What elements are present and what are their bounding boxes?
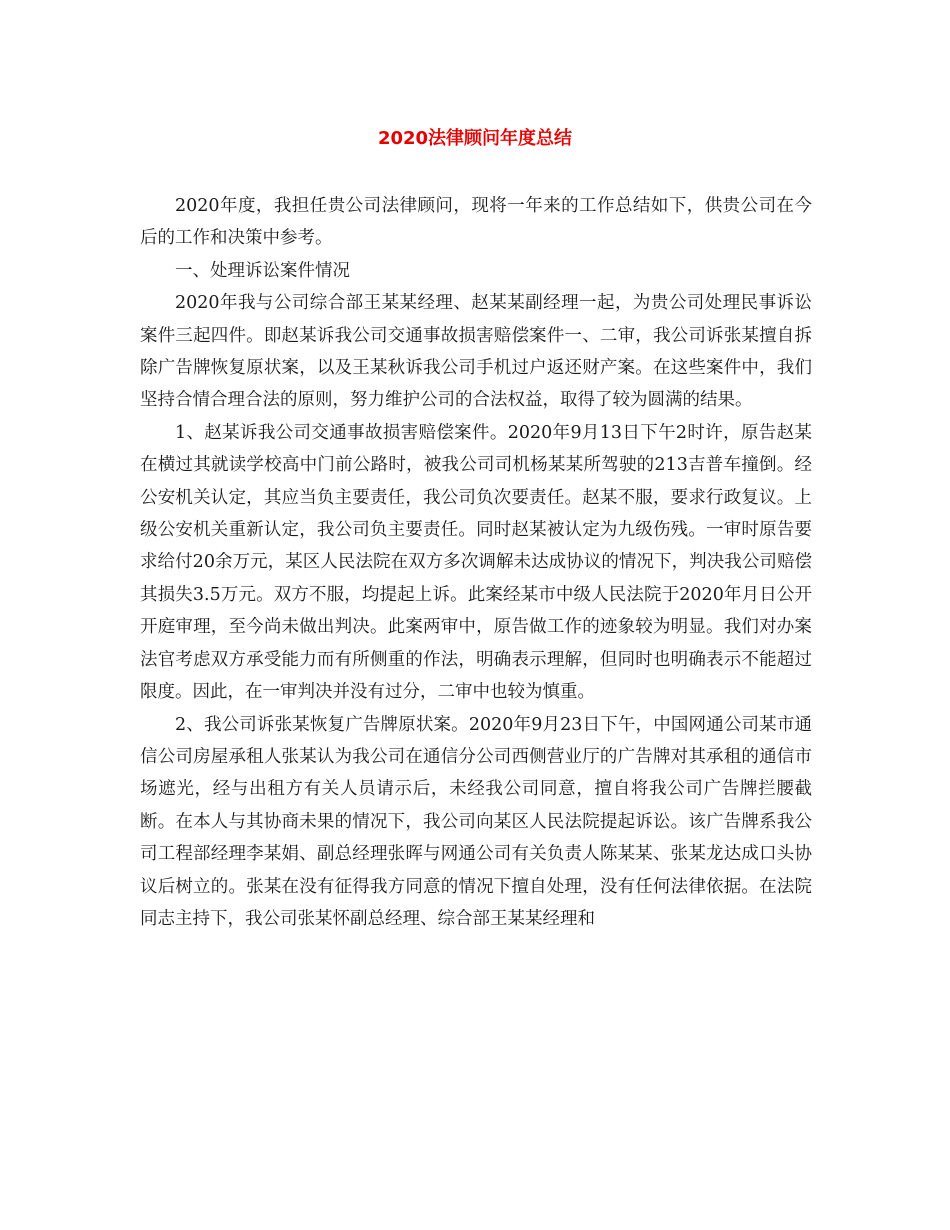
document-body bbox=[140, 190, 812, 935]
paragraph-intro: 2020年度，我担任贵公司法律顾问，现将一年来的工作总结如下，供贵公司在今后的工作和决策中参考。 bbox=[140, 196, 812, 249]
document-title: 2020法律顾问年度总结 bbox=[377, 128, 573, 149]
section-heading-litigation: 一、处理诉讼案件情况 bbox=[175, 260, 350, 281]
paragraph-case-2: 2、我公司诉张某恢复广告牌原状案。2020年9月23日下午，中国网通公司某市通信公司房屋承租人张某认为我公司在通信分公司西侧营业厅的广告牌对其承租的通信市场遮光，经与出租方有关人员请示后，未经我公司同意，擅自将我公司广告牌拦腰截断。在本人与其协商未果的情况下，我公司向某区人民法院提起诉讼。该广告牌系我公司工程部经理李某娟、副总经理张晖与网通公司有关负责人陈某某、张某龙达成口头协议后树立的。张某在没有征得我方同意的情况下擅自处理，没有任何法律依据。在法院同志主持下，我公司张某怀副总经理、综合部王某某经理和 bbox=[140, 714, 812, 929]
paragraph-case-1: 1、赵某诉我公司交通事故损害赔偿案件。2020年9月13日下午2时许，原告赵某在横过其就读学校高中门前公路时，被我公司司机杨某某所驾驶的213吉普车撞倒。经公安机关认定，其应当负主要责任，我公司负次要责任。赵某不服，要求行政复议。上级公安机关重新认定，我公司负主要责任。同时赵某被认定为九级伤残。一审时原告要求给付20余万元，某区人民法院在双方多次调解未达成协议的情况下，判决我公司赔偿其损失3.5万元。双方不服，均提起上诉。此案经某市中级人民法院于2020年月日公开开庭审理，至今尚未做出判决。此案两审中，原告做工作的迹象较为明显。我们对办案法官考虑双方承受能力而有所侧重的作法，明确表示理解，但同时也明确表示不能超过限度。因此，在一审判决并没有过分，二审中也较为慎重。 bbox=[140, 422, 812, 703]
paragraph-litigation-overview: 2020年我与公司综合部王某某经理、赵某某副经理一起，为贵公司处理民事诉讼案件三起四件。即赵某诉我公司交通事故损害赔偿案件一、二审，我公司诉张某擅自拆除广告牌恢复原状案，以及王某秋诉我公司手机过户返还财产案。在这些案件中，我们坚持合情合理合法的原则，努力维护公司的合法权益，取得了较为圆满的结果。 bbox=[140, 293, 812, 411]
